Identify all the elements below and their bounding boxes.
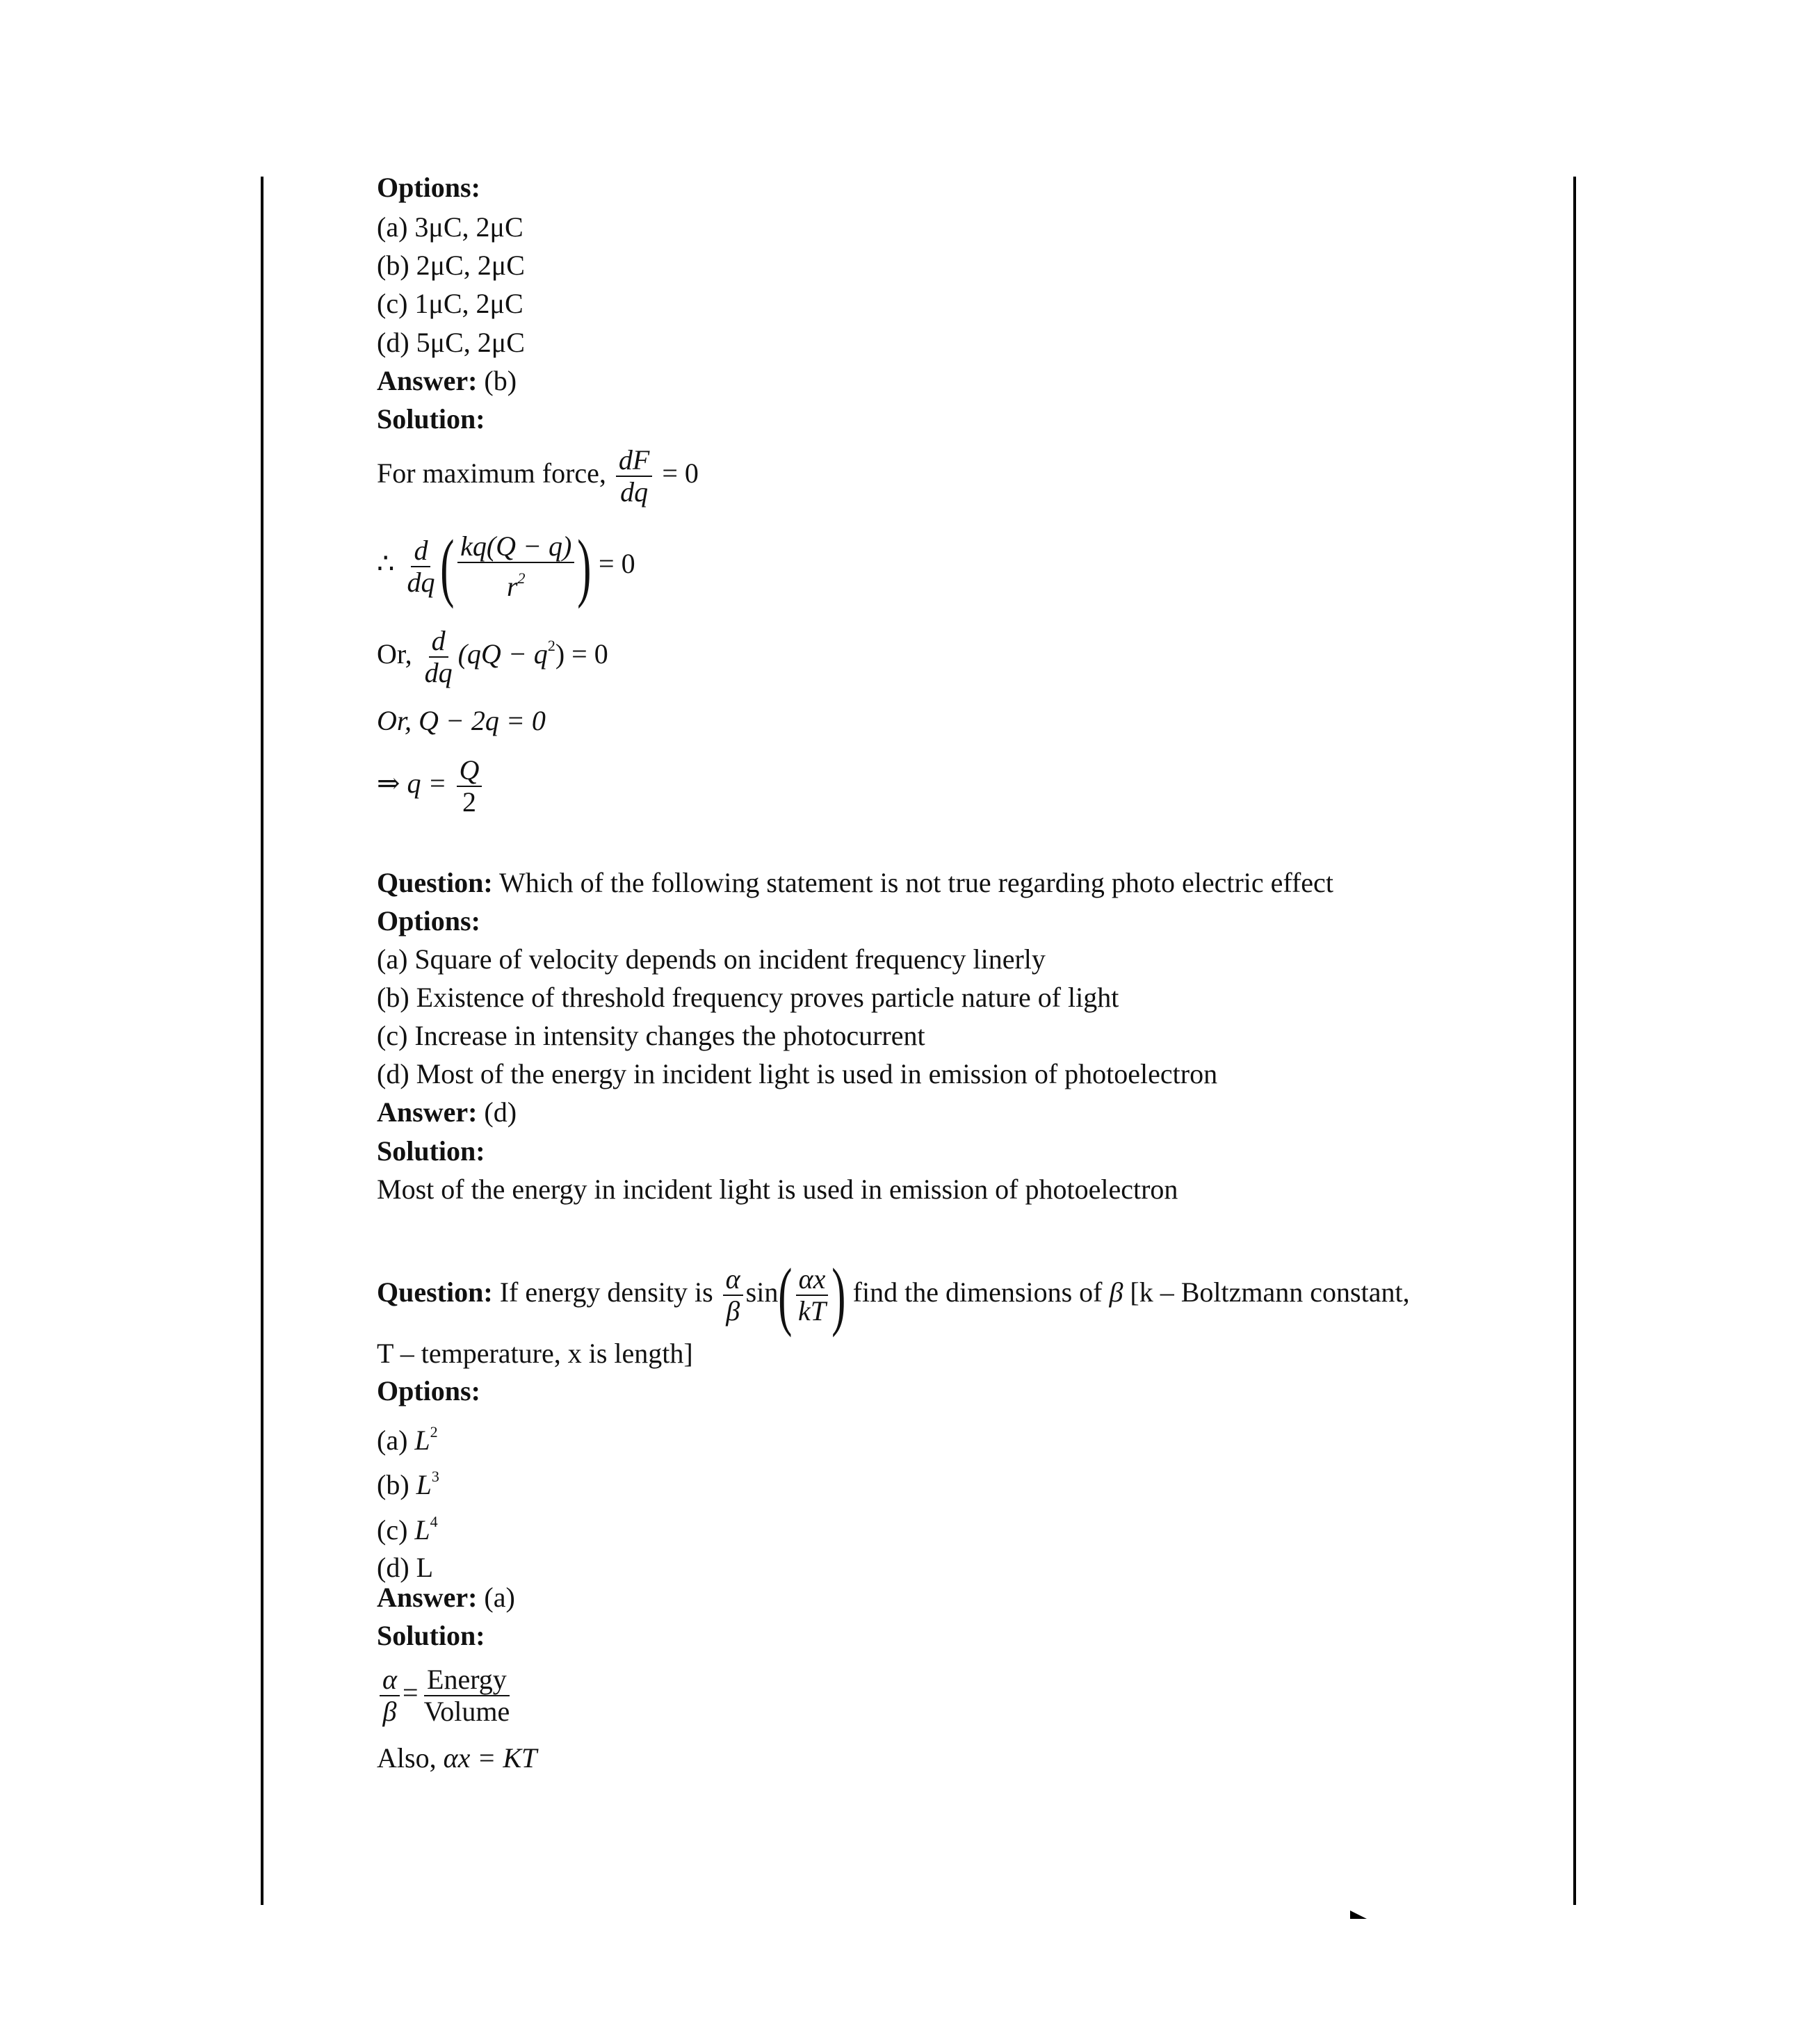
q2-question [377,866,1333,900]
q1-step3 [377,626,608,688]
q3-solution-label: Solution: [377,1620,485,1651]
d-dq-fraction [404,535,437,598]
fraction-denominator: dq [407,567,435,598]
alpha-beta-fraction [723,1264,743,1327]
q2-option-d: (d) Most of the energy in incident light is used in emission of photoelectron [377,1058,1218,1089]
fraction-numerator: αx [796,1264,829,1296]
step3-prefix: Or, [377,638,412,670]
q2-solution-text: Most of the energy in incident light is used in emission of photoelectron [377,1174,1178,1205]
option-exponent: 2 [430,1423,438,1441]
q2-options-label: Options: [377,905,480,936]
fraction-numerator: α [723,1264,743,1296]
fraction-numerator: kq(Q − q) [457,531,574,563]
question-label: Question: [377,1276,493,1308]
option-label: (d) [377,1552,409,1583]
step3-body: (qQ − q [457,638,548,670]
step1-rhs: = 0 [662,457,699,489]
q3-answer [377,1581,515,1614]
fraction-numerator: α [380,1664,400,1696]
q3-question-line2: T – temperature, x is length] [377,1338,693,1369]
option-label: (c) [377,1514,408,1546]
option-exponent: 4 [430,1513,438,1530]
force-fraction [457,531,574,602]
q1-option-d: (d) 5μC, 2μC [377,327,525,358]
q3-sol-step2 [377,1742,537,1775]
exponent: 2 [517,569,526,587]
q1-step1 [377,445,699,508]
energy-volume-fraction [421,1664,513,1727]
answer-value: (b) [477,365,517,396]
q1-solution-label: Solution: [377,403,485,435]
q2-answer [377,1096,517,1129]
step5-lhs: ⇒ q = [377,768,447,800]
fraction-numerator: d [411,535,430,567]
fraction-numerator: dF [616,445,652,477]
question-text: Which of the following statement is not true regarding photo electric effect [492,867,1333,898]
corner-triangle-mark-icon [1350,1911,1367,1919]
alpha-x-equation: αx = KT [443,1742,537,1774]
answer-label: Answer: [377,365,478,396]
answer-value: (a) [477,1582,515,1613]
answer-value: (d) [477,1096,517,1128]
fraction-denominator: Volume [423,1696,510,1727]
q3-option-d [377,1543,433,1584]
q2-option-b: (b) Existence of threshold frequency proves particle nature of light [377,982,1119,1013]
question-pre: If energy density is [492,1276,713,1308]
option-label: (b) [377,1469,409,1500]
right-paren: ) [577,524,592,609]
q1-step5 [377,755,485,818]
r-symbol: r [506,571,518,602]
q3-option-a [377,1416,438,1457]
q1-step2 [377,524,635,609]
equals-sign: = [403,1677,419,1709]
fraction-denominator: β [382,1696,397,1727]
ax-kT-fraction [795,1264,829,1327]
beta-symbol: β [1109,1276,1123,1308]
q1-option-b: (b) 2μC, 2μC [377,250,525,281]
right-paren: ) [831,1253,846,1338]
option-base: L [414,1425,430,1456]
left-paren: ( [440,524,455,609]
q3-question [377,1253,1410,1338]
fraction-denominator: dq [620,476,649,508]
fraction-numerator: Energy [424,1664,510,1696]
exponent: 2 [547,637,555,655]
fraction-denominator: β [726,1295,740,1327]
question-label: Question: [377,867,493,898]
Q-2-fraction [457,755,482,818]
q2-option-c: (c) Increase in intensity changes the photocurrent [377,1020,925,1051]
q1-option-c: (c) 1μC, 2μC [377,288,524,319]
q3-sol-step1 [377,1664,515,1727]
left-page-border [261,177,263,1905]
q3-options-label: Options: [377,1375,480,1406]
step3-close: ) = 0 [555,638,608,670]
option-base: L [416,1469,432,1500]
q1-option-a: (a) 3μC, 2μC [377,211,524,243]
q1-answer [377,364,517,398]
fraction-denominator: kT [798,1295,826,1327]
alpha-beta-fraction [380,1664,400,1727]
also-text: Also, [377,1742,437,1774]
sin-function: sin [745,1276,779,1308]
left-paren: ( [778,1253,793,1338]
fraction-numerator: d [429,626,448,658]
option-base: L [416,1552,434,1583]
fraction-denominator: dq [424,657,453,688]
d-dq-fraction [422,626,455,688]
q1-step4: Or, Q − 2q = 0 [377,705,546,736]
question-post: find the dimensions of [852,1276,1103,1308]
q3-option-b [377,1460,439,1502]
dF-dq-fraction [616,445,652,508]
step1-text: For maximum force, [377,457,606,489]
right-page-border [1573,177,1576,1905]
fraction-denominator: 2 [462,786,476,818]
q3-option-c [377,1505,438,1547]
q2-option-a: (a) Square of velocity depends on incident frequency linerly [377,943,1046,975]
answer-label: Answer: [377,1096,478,1128]
option-base: L [414,1514,430,1546]
fraction-numerator: Q [457,755,482,787]
step2-rhs: = 0 [599,548,635,580]
option-label: (a) [377,1425,408,1456]
question-bracket: [k – Boltzmann constant, [1130,1276,1410,1308]
therefore-symbol: ∴ [377,548,395,580]
q1-options-label: Options: [377,172,480,203]
fraction-denominator [504,563,528,602]
option-exponent: 3 [431,1468,439,1485]
q2-solution-label: Solution: [377,1135,485,1167]
answer-label: Answer: [377,1582,478,1613]
